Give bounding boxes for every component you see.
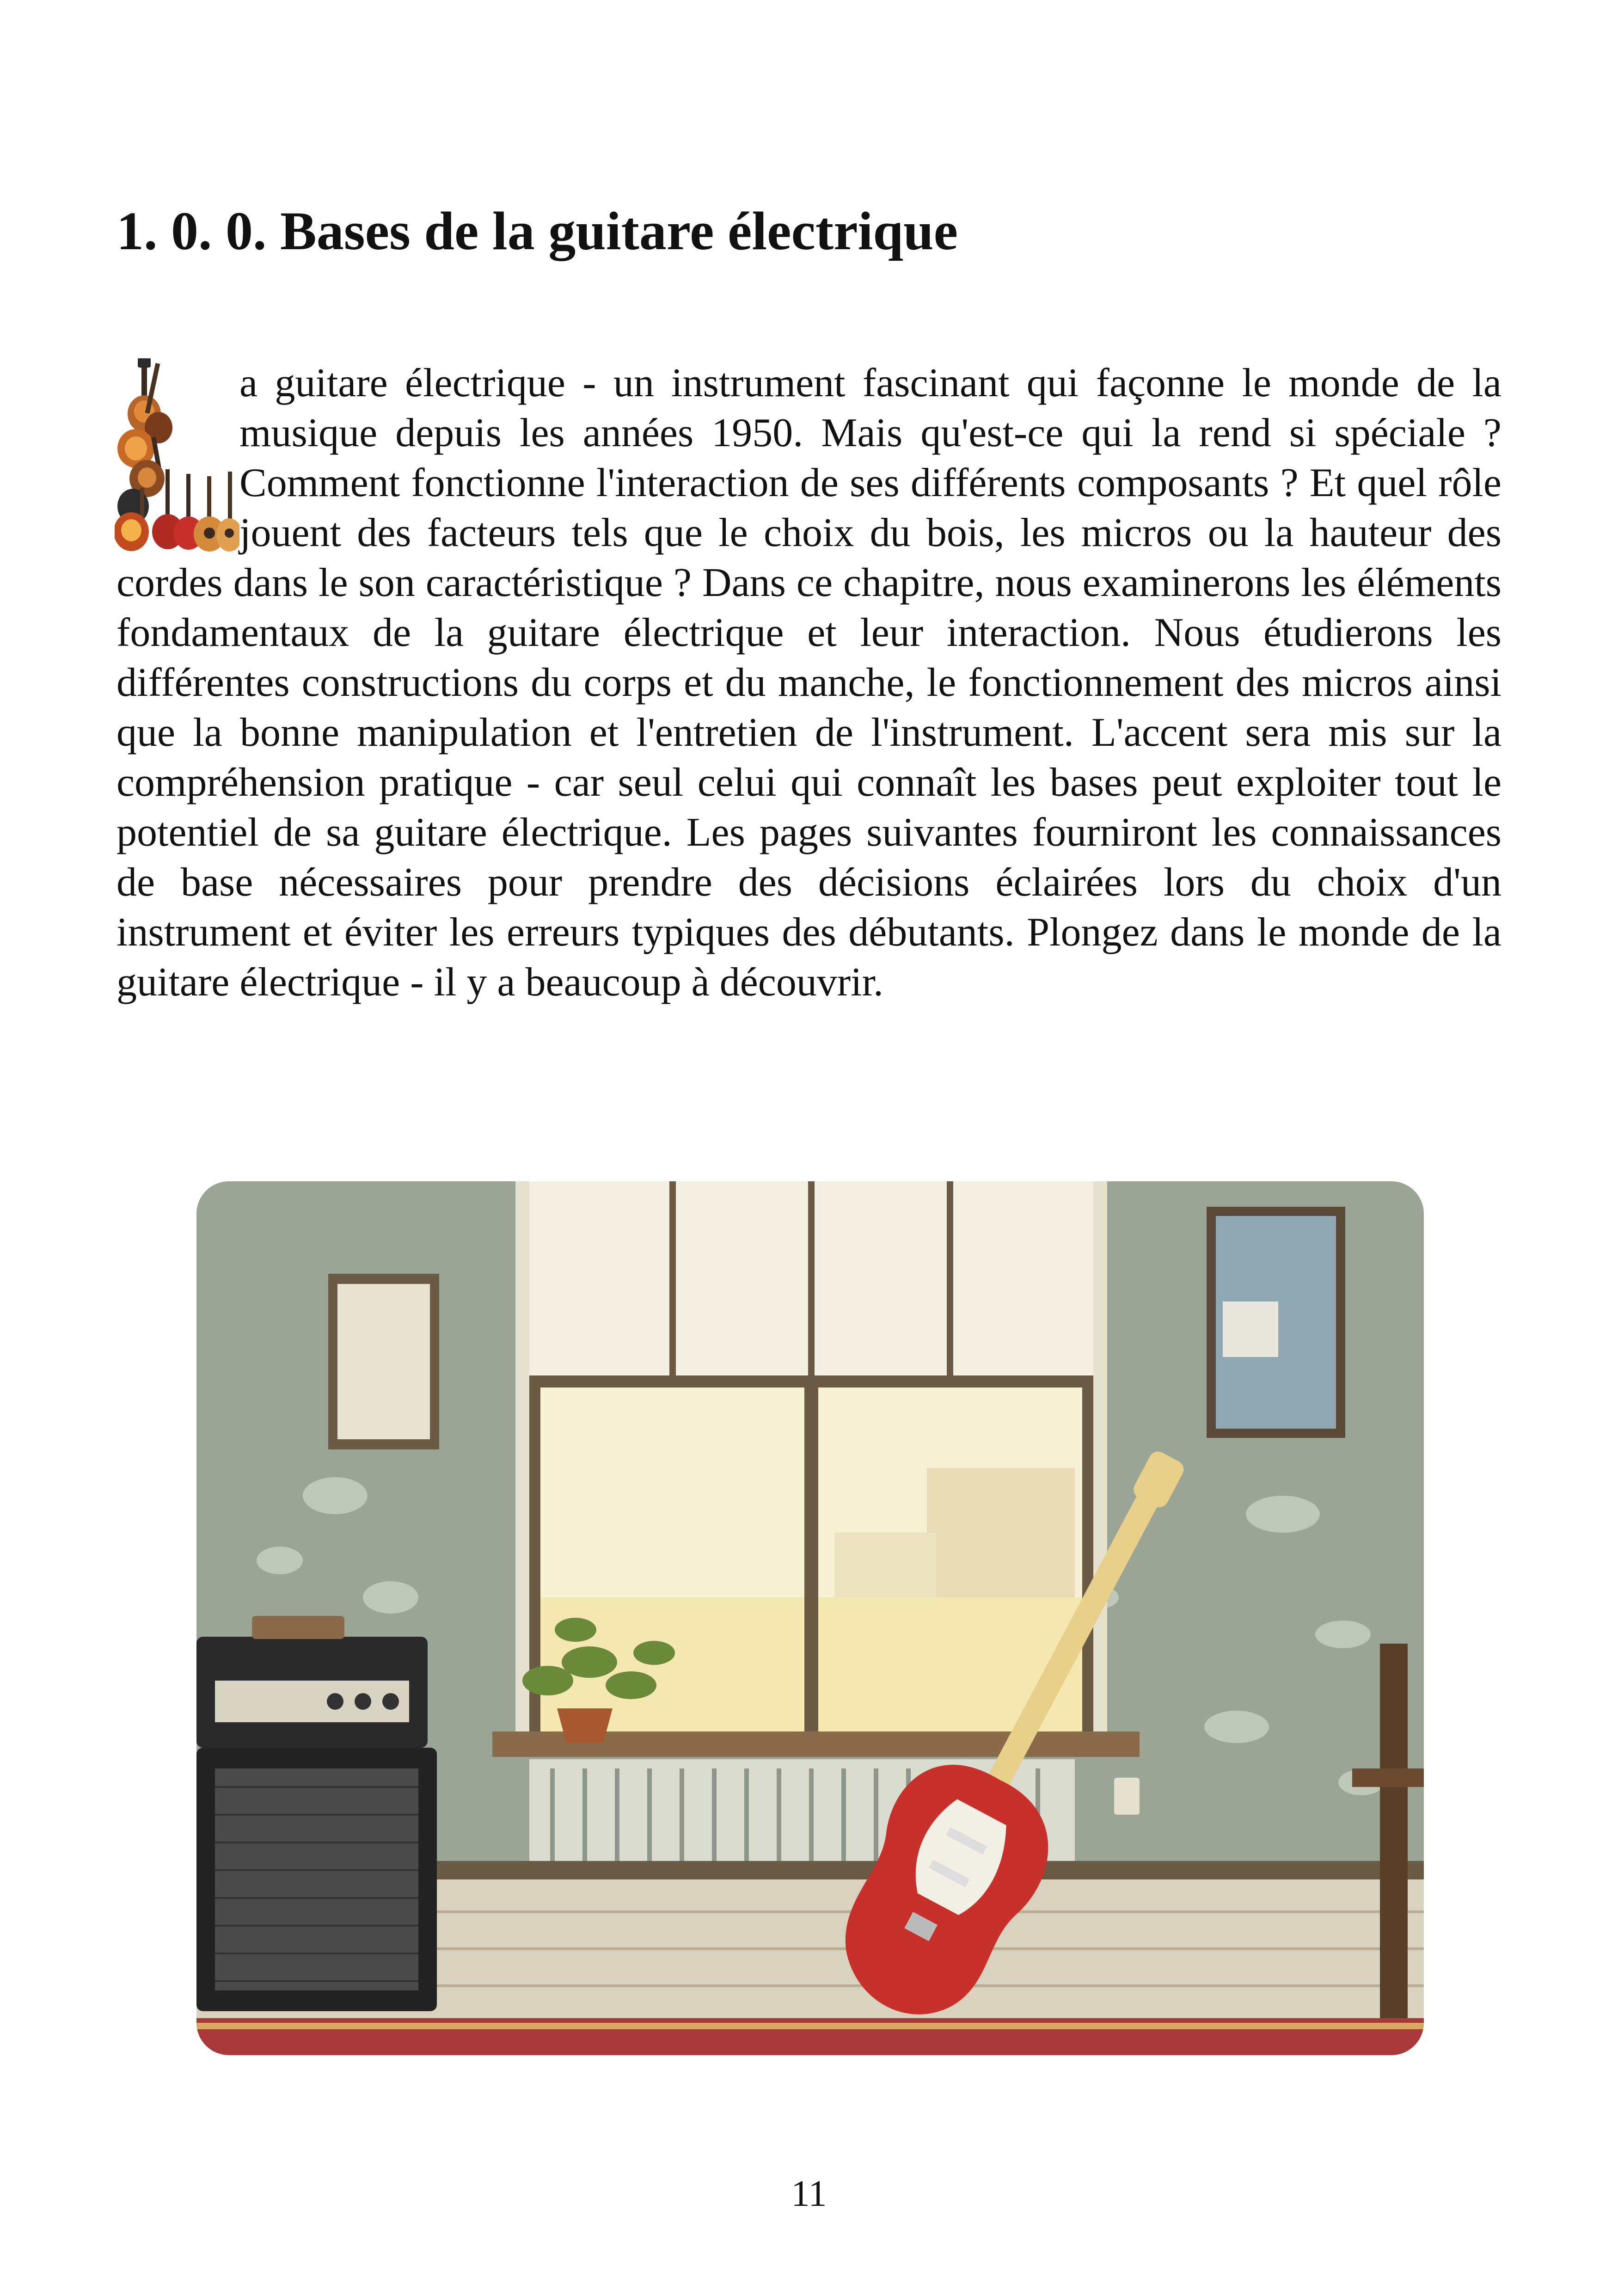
paragraph-text: a guitare électrique - un instrument fascinant qui façonne le monde de la musique depuis les années 1950. Mais qu'est-ce qui la rend si spéciale ? Comment fonctionne l'interaction de ses différents composants ? Et quel rôle jouent des facteurs tels que le choix du bois, les micros ou la hauteur des cordes dans le son caractéristique ? Dans ce chapitre, nous examinerons les éléments fondamentaux de la guitare électrique et leur interaction. Nous étudierons les différentes constructions du corps et du manche, le fonctionnement des micros ainsi que la bonne manipulation et l'entretien de l'instrument. L'accent sera mis sur la compréhension pratique - car seul celui qui connaît les bases peut exploiter tout le potentiel de sa guitare électrique. Les pages suivantes fourniront les connaissances de base nécessaires pour prendre des décisions éclairées lors du choix d'un instrument et éviter les erreurs typiques des débutants. Plongez dans le monde de la guitare électrique - il y a beaucoup à découvrir. [116, 361, 1502, 1005]
chapter-heading: 1. 0. 0. Bases de la guitare électrique [116, 201, 958, 261]
intro-paragraph [116, 358, 1502, 1007]
guitar-room-illustration [196, 1181, 1424, 2055]
dropcap-guitars-icon [115, 358, 239, 555]
page-number: 11 [791, 2173, 827, 2214]
